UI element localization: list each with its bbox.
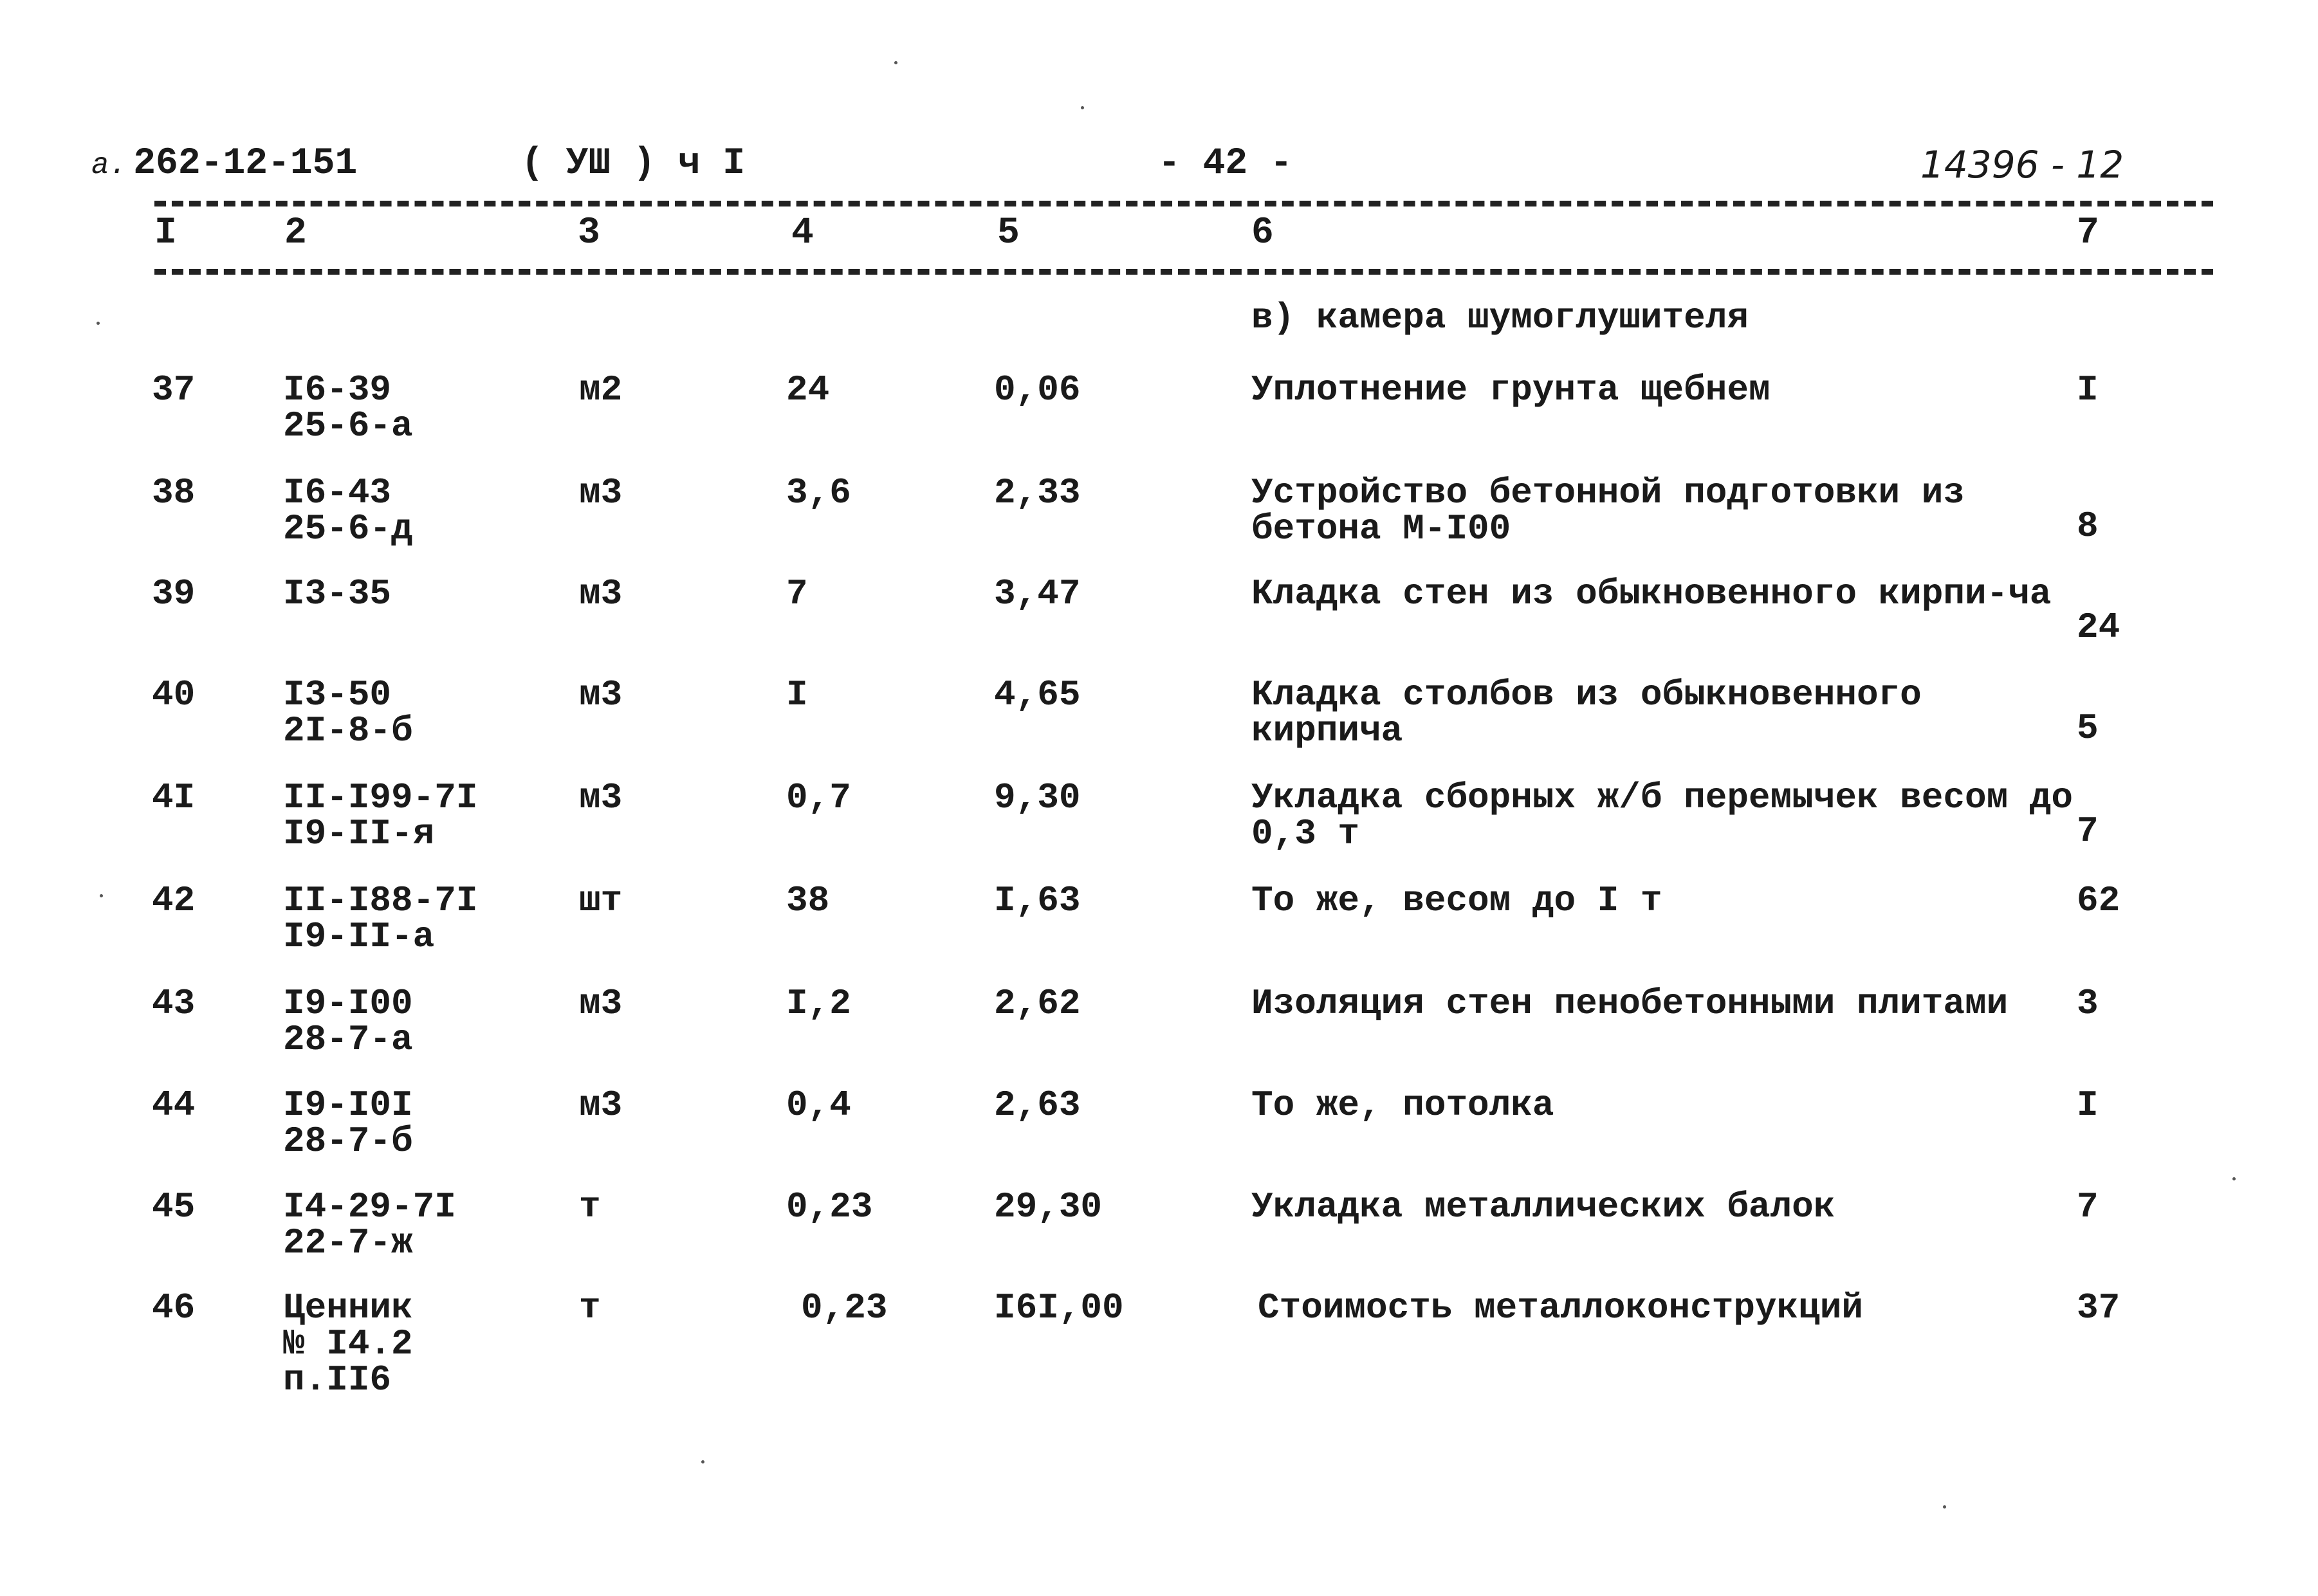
row-number: 42	[152, 880, 196, 921]
column-header-5: 5	[997, 212, 1020, 254]
scan-speck	[701, 1460, 704, 1463]
unit-price: 2,62	[994, 983, 1081, 1024]
column-header-7: 7	[2077, 212, 2099, 254]
row-number: 40	[152, 674, 196, 715]
table-row	[0, 880, 2318, 979]
row-number: 46	[152, 1287, 196, 1328]
row-number: 43	[152, 983, 196, 1024]
unit: м3	[579, 777, 623, 818]
table-row	[0, 472, 2318, 571]
quantity: 0,23	[786, 1186, 873, 1227]
column-header-4: 4	[791, 212, 814, 254]
column-header-2: 2	[284, 212, 307, 254]
work-description: Уплотнение грунта щебнем	[1251, 369, 1771, 410]
rate-code: I6-43 25-6-д	[283, 472, 413, 549]
quantity: 0,4	[786, 1085, 851, 1126]
unit-price: 0,06	[994, 369, 1081, 410]
table-row	[0, 777, 2318, 876]
table-row	[0, 369, 2318, 468]
inventory-number: 14396 - 12	[1920, 143, 2124, 187]
row-number: 38	[152, 472, 196, 513]
unit: м2	[579, 369, 623, 410]
total-cost: 62	[2077, 880, 2120, 921]
work-description: Кладка столбов из обыкновенного кирпича	[1251, 674, 1922, 751]
quantity: I	[786, 674, 808, 715]
rate-code: I9-I00 28-7-а	[283, 983, 413, 1060]
quantity: 0,23	[801, 1287, 888, 1328]
row-number: 4I	[152, 777, 196, 818]
unit: м3	[579, 573, 623, 614]
rate-code: II-I99-7I I9-II-я	[283, 777, 478, 854]
section-subheading: в) камера шумоглушителя	[1251, 297, 1749, 338]
document-part: ( УШ ) ч I	[521, 143, 746, 185]
work-description: Укладка сборных ж/б перемычек весом до 0,3 т	[1251, 777, 2074, 854]
table-row	[0, 573, 2318, 672]
row-number: 39	[152, 573, 196, 614]
scan-speck	[1943, 1505, 1946, 1509]
column-header-6: 6	[1251, 212, 1274, 254]
page-number: - 42 -	[1158, 143, 1292, 185]
rate-code: I9-I0I 28-7-б	[283, 1085, 413, 1162]
unit-price: I6I,00	[994, 1287, 1124, 1328]
work-description: Изоляция стен пенобетонными плитами	[1251, 983, 2009, 1024]
unit: м3	[579, 983, 623, 1024]
unit-price: 3,47	[994, 573, 1081, 614]
document-prefix: а.	[91, 149, 127, 182]
row-number: 44	[152, 1085, 196, 1126]
column-header-1: I	[154, 212, 177, 254]
work-description: То же, потолка	[1251, 1085, 1554, 1126]
quantity: 38	[786, 880, 830, 921]
table-row	[0, 1087, 2318, 1184]
rate-code: II-I88-7I I9-II-а	[283, 880, 478, 957]
unit: м3	[579, 1085, 623, 1126]
scan-speck	[2232, 1177, 2236, 1180]
work-description: Укладка металлических балок	[1251, 1186, 1835, 1227]
row-number: 37	[152, 369, 196, 410]
quantity: 7	[786, 573, 808, 614]
unit-price: 9,30	[994, 777, 1081, 818]
unit: м3	[579, 472, 623, 513]
table-row	[0, 983, 2318, 1082]
work-description: Кладка стен из обыкновенного кирпи-ча	[1251, 573, 2052, 614]
scan-speck	[894, 61, 897, 64]
total-cost: 24	[2077, 607, 2120, 648]
quantity: 3,6	[786, 472, 851, 513]
total-cost: 7	[2077, 1186, 2099, 1227]
scan-speck	[100, 894, 103, 897]
unit: т	[579, 1287, 601, 1328]
total-cost: 37	[2077, 1287, 2120, 1328]
quantity: I,2	[786, 983, 851, 1024]
total-cost: 3	[2077, 983, 2099, 1024]
unit-price: I,63	[994, 880, 1081, 921]
unit-price: 2,63	[994, 1085, 1081, 1126]
total-cost: 8	[2077, 506, 2099, 547]
unit: м3	[579, 674, 623, 715]
header-rule-bottom	[154, 269, 2213, 275]
total-cost: I	[2077, 369, 2099, 410]
rate-code: I3-50 2I-8-б	[283, 674, 413, 751]
document-number-text: 262-12-151	[133, 143, 358, 185]
row-number: 45	[152, 1186, 196, 1227]
column-header-3: 3	[578, 212, 600, 254]
document-number	[91, 143, 357, 185]
rate-code: I3-35	[283, 573, 392, 614]
rate-code: I6-39 25-6-а	[283, 369, 413, 446]
total-cost: 5	[2077, 708, 2099, 749]
total-cost: 7	[2077, 811, 2099, 852]
unit-price: 29,30	[994, 1186, 1103, 1227]
unit-price: 4,65	[994, 674, 1081, 715]
rate-code: I4-29-7I 22-7-ж	[283, 1186, 456, 1263]
table-row	[0, 1287, 2318, 1418]
work-description: Стоимость металлоконструкций	[1258, 1287, 1863, 1328]
quantity: 24	[786, 369, 830, 410]
table-row	[0, 674, 2318, 773]
rate-code: Ценник № I4.2 п.II6	[283, 1287, 413, 1400]
scan-speck	[97, 322, 100, 325]
quantity: 0,7	[786, 777, 851, 818]
total-cost: I	[2077, 1085, 2099, 1126]
table-row	[0, 1186, 2318, 1285]
header-rule-top	[154, 201, 2213, 206]
unit: шт	[579, 880, 623, 921]
work-description: Устройство бетонной подготовки из бетона М-I00	[1251, 472, 1965, 549]
scan-speck	[1081, 106, 1084, 109]
work-description: То же, весом до I т	[1251, 880, 1662, 921]
unit-price: 2,33	[994, 472, 1081, 513]
unit: т	[579, 1186, 601, 1227]
